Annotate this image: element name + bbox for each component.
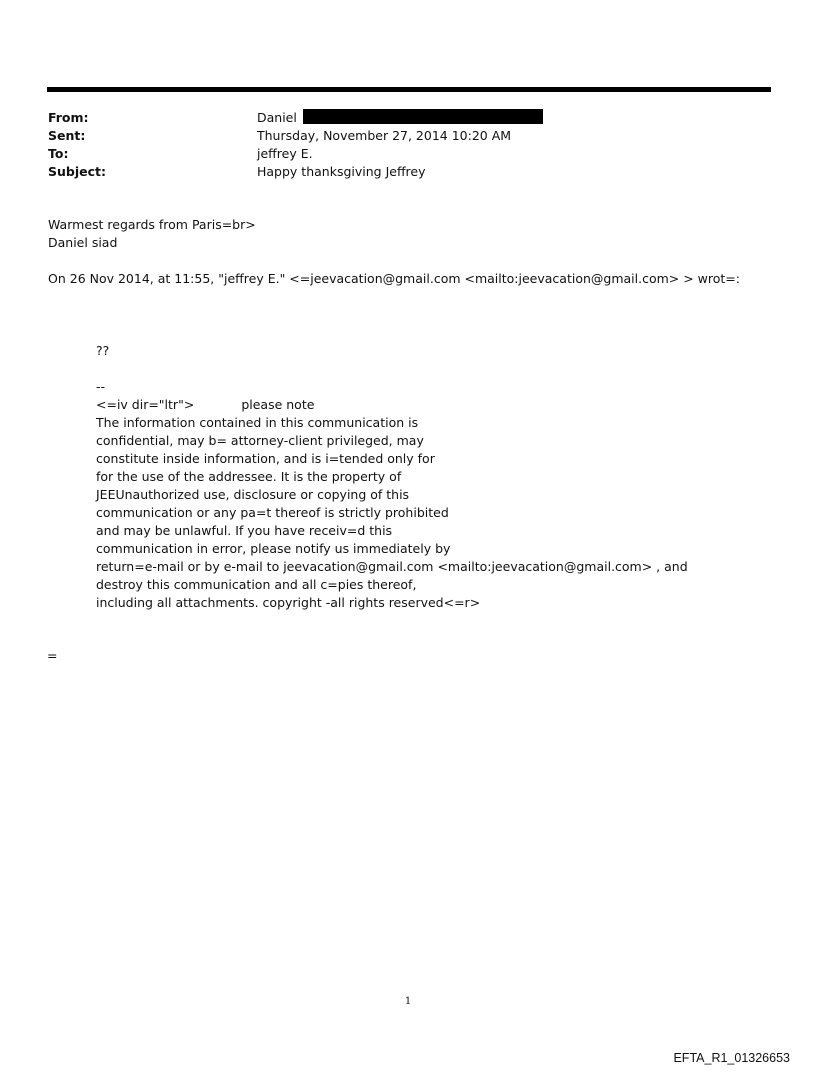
disclaimer-line: and may be unlawful. If you have receiv=d this xyxy=(96,523,393,538)
disclaimer-line: for the use of the addressee. It is the property of xyxy=(96,469,402,484)
div-tag: <=iv dir="ltr"> xyxy=(96,397,195,412)
signature-dash: -- xyxy=(96,379,106,394)
from-row xyxy=(48,109,543,127)
disclaimer-line: including all attachments. copyright -all rights reserved<=r> xyxy=(96,595,481,610)
disclaimer-line: constitute inside information, and is i=tended only for xyxy=(96,451,435,466)
quoted-line: ?? xyxy=(96,343,110,358)
from-name: Daniel xyxy=(257,110,297,125)
quoted-message xyxy=(96,342,688,612)
disclaimer-line: communication or any pa=t thereof is strictly prohibited xyxy=(96,505,449,520)
body-line: Daniel siad xyxy=(48,235,118,250)
disclaimer-line: The information contained in this communication is xyxy=(96,415,419,430)
disclaimer-line: destroy this communication and all c=pies thereof, xyxy=(96,577,417,592)
sent-value: Thursday, November 27, 2014 10:20 AM xyxy=(257,128,512,143)
body-line: Warmest regards from Paris=br> xyxy=(48,217,256,232)
disclaimer-line: return=e-mail or by e-mail to jeevacation@gmail.com <mailto:jeevacation@gmail.com> , and xyxy=(96,559,688,574)
disclaimer-line: JEEUnauthorized use, disclosure or copying of this xyxy=(96,487,410,502)
trailing-equals: = xyxy=(47,648,58,663)
subject-value: Happy thanksgiving Jeffrey xyxy=(257,164,426,179)
to-value: jeffrey E. xyxy=(257,146,313,161)
sent-row xyxy=(48,127,543,145)
email-header xyxy=(48,109,543,181)
from-value xyxy=(257,109,543,127)
div-tag-line xyxy=(96,396,688,414)
sent-label: Sent: xyxy=(48,128,86,143)
reply-line: On 26 Nov 2014, at 11:55, "jeffrey E." <=jeevacation@gmail.com <mailto:jeevacation@gmail.com> > wrot=: xyxy=(48,271,740,286)
subject-label: Subject: xyxy=(48,164,106,179)
disclaimer-line: communication in error, please notify us immediately by xyxy=(96,541,451,556)
redaction-box xyxy=(303,109,543,124)
email-body xyxy=(48,216,740,288)
please-note: please note xyxy=(241,397,315,412)
to-label: To: xyxy=(48,146,69,161)
page-number: 1 xyxy=(404,996,412,1007)
document-id: EFTA_R1_01326653 xyxy=(673,1051,790,1065)
from-label: From: xyxy=(48,110,89,125)
subject-row xyxy=(48,163,543,181)
to-row xyxy=(48,145,543,163)
disclaimer-line: confidential, may b= attorney-client privileged, may xyxy=(96,433,424,448)
top-rule xyxy=(47,87,771,92)
